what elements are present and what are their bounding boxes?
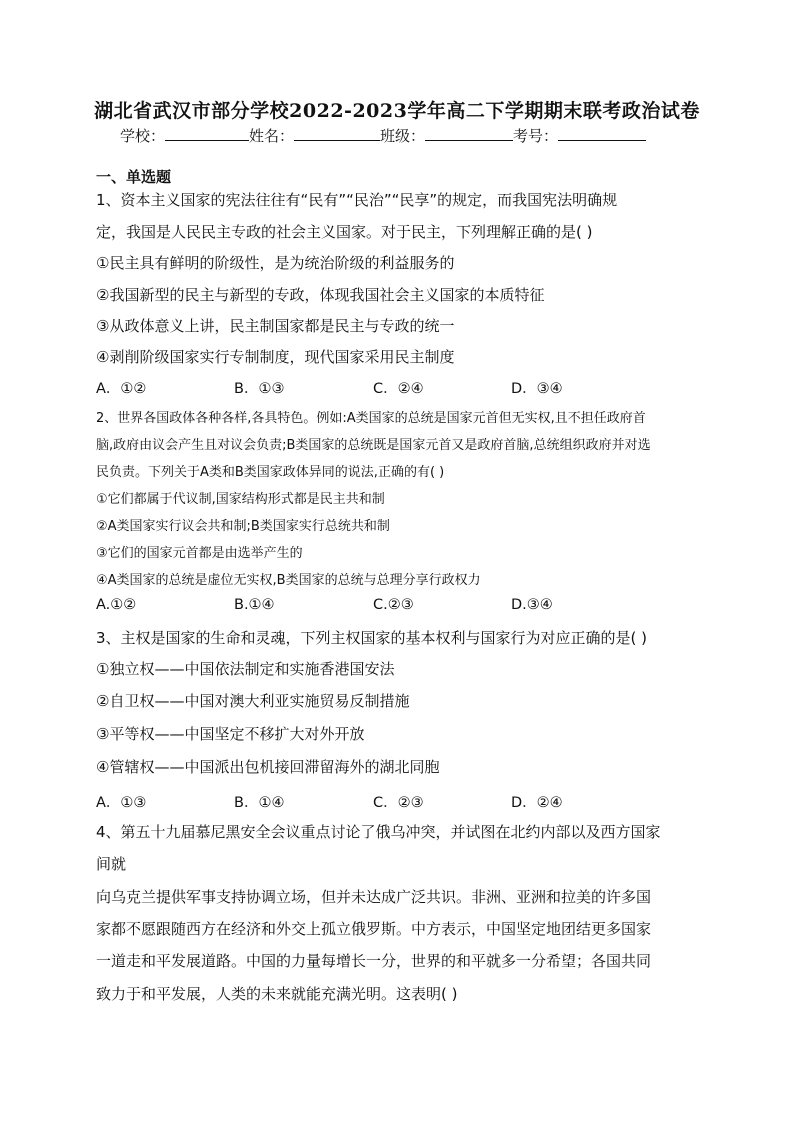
q3-statement: ②自卫权——中国对澳大利亚实施贸易反制措施 — [96, 692, 410, 710]
q3-statement: ①独立权——中国依法制定和实施香港国安法 — [96, 660, 395, 678]
q1-option-a[interactable]: A．①② — [96, 381, 147, 397]
q3-option-c[interactable]: C．②③ — [373, 795, 424, 811]
q2-statement: ①它们都属于代议制,国家结构形式都是民主共和制 — [96, 492, 385, 507]
school-blank[interactable] — [165, 126, 249, 141]
q1-statement: ①民主具有鲜明的阶级性，是为统治阶级的利益服务的 — [96, 254, 455, 272]
student-info-line — [120, 125, 646, 146]
q1-option-b[interactable]: B．①③ — [234, 381, 285, 397]
q2-option-a[interactable]: A.①② — [96, 597, 137, 613]
q2-stem-line: 民负责。下列关于A类和B类国家政体异同的说法,正确的有( ) — [96, 465, 445, 480]
number-label: 考号： — [513, 127, 559, 145]
q1-statement: ④剥削阶级国家实行专制制度，现代国家采用民主制度 — [96, 348, 455, 366]
q4-stem-line: 间就 — [96, 855, 127, 873]
class-blank[interactable] — [425, 126, 513, 141]
number-blank[interactable] — [558, 126, 646, 141]
q3-option-a[interactable]: A．①③ — [96, 795, 147, 811]
q4-stem-line: 4、第五十九届慕尼黑安全会议重点讨论了俄乌冲突，并试图在北约内部以及西方国家 — [96, 823, 661, 841]
q4-stem-line: 一道走和平发展道路。中国的力量每增长一分，世界的和平就多一分希望；各国共同 — [96, 952, 652, 970]
q1-stem-line: 1、资本主义国家的宪法往往有“民有”“民治”“民享”的规定，而我国宪法明确规 — [96, 191, 618, 209]
q2-option-c[interactable]: C.②③ — [373, 597, 414, 613]
q2-option-b[interactable]: B.①④ — [234, 597, 275, 613]
q3-statement: ③平等权——中国坚定不移扩大对外开放 — [96, 725, 365, 743]
name-blank[interactable] — [294, 126, 380, 141]
name-label: 姓名： — [249, 127, 295, 145]
q2-statement: ②A类国家实行议会共和制;B类国家实行总统共和制 — [96, 519, 390, 534]
q4-stem-line: 家都不愿跟随西方在经济和外交上孤立俄罗斯。中方表示，中国坚定地团结更多国家 — [96, 920, 652, 938]
q3-option-b[interactable]: B．①④ — [234, 795, 285, 811]
q2-statement: ③它们的国家元首都是由选举产生的 — [96, 546, 303, 561]
q3-statement: ④管辖权——中国派出包机接回滞留海外的湖北同胞 — [96, 758, 440, 776]
q2-option-d[interactable]: D.③④ — [511, 597, 553, 613]
school-label: 学校： — [120, 127, 166, 145]
exam-title: 湖北省武汉市部分学校2022-2023学年高二下学期期末联考政治试卷 — [94, 100, 700, 122]
q4-stem-line: 向乌克兰提供军事支持协调立场，但并未达成广泛共识。非洲、亚洲和拉美的许多国 — [96, 888, 652, 906]
class-label: 班级： — [380, 127, 426, 145]
q2-statement: ④A类国家的总统是虚位无实权,B类国家的总统与总理分享行政权力 — [96, 573, 481, 588]
q2-stem-line: 脑,政府由议会产生且对议会负责;B类国家的总统既是国家元首又是政府首脑,总统组织政府并对选 — [96, 438, 651, 453]
q3-option-d[interactable]: D．②④ — [511, 795, 563, 811]
q3-stem-line: 3、主权是国家的生命和灵魂，下列主权国家的基本权利与国家行为对应正确的是( ) — [96, 629, 648, 647]
section-title: 一、单选题 — [96, 168, 172, 186]
q2-stem-line: 2、世界各国政体各种各样,各具特色。例如:A类国家的总统是国家元首但无实权,且不担任政府首 — [96, 411, 646, 426]
q1-statement: ②我国新型的民主与新型的专政，体现我国社会主义国家的本质特征 — [96, 286, 545, 304]
q1-option-d[interactable]: D．③④ — [511, 381, 563, 397]
q1-option-c[interactable]: C．②④ — [373, 381, 424, 397]
q1-stem-line: 定，我国是人民民主专政的社会主义国家。对于民主，下列理解正确的是( ) — [96, 223, 593, 241]
q4-stem-line: 致力于和平发展，人类的未来就能充满光明。这表明( ) — [96, 985, 458, 1003]
q1-statement: ③从政体意义上讲，民主制国家都是民主与专政的统一 — [96, 317, 455, 335]
